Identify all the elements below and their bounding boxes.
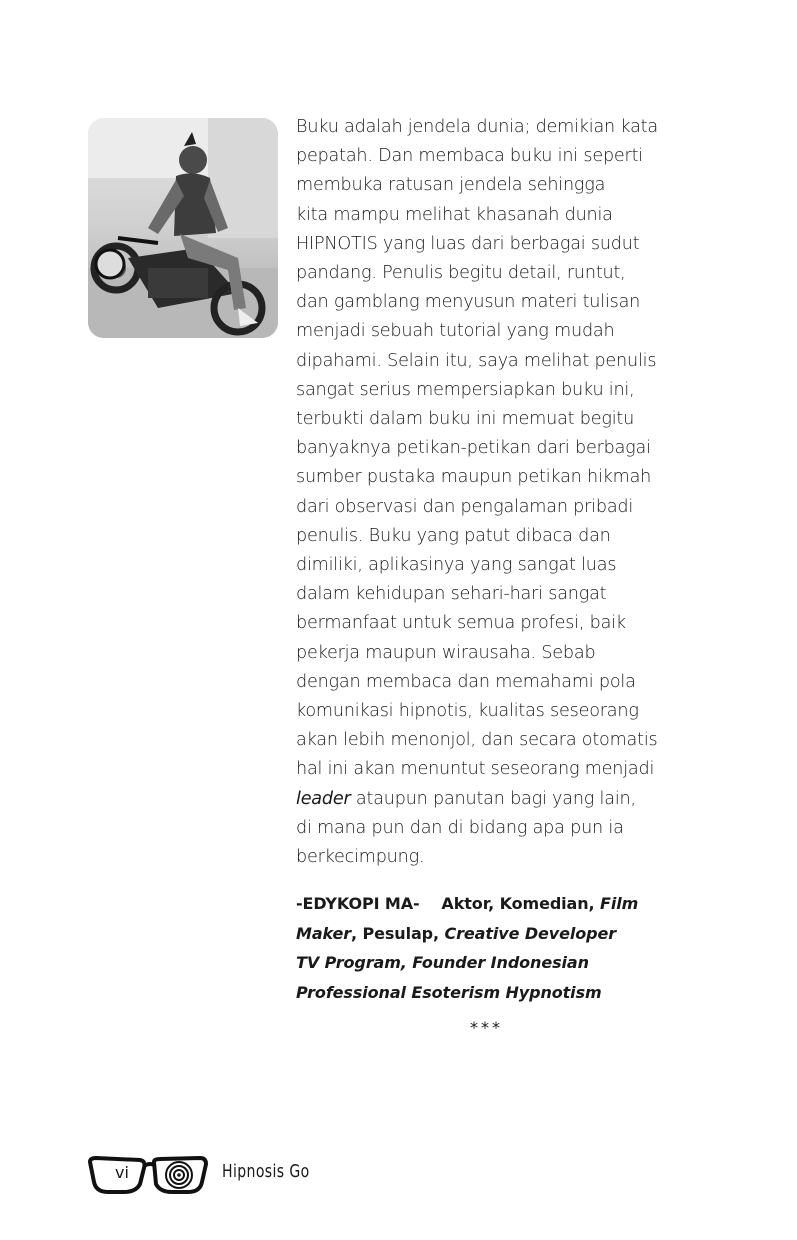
credit-italic: Creative Developer [444,923,617,943]
text-line: pekerja maupun wirausaha. Sebab [296,642,596,663]
man-on-motorcycle-photo [88,118,278,338]
endorsement-text [296,113,696,872]
text-line: dipahami. Selain itu, saya melihat penulis [296,350,657,371]
page-number: vi [115,1163,129,1182]
text-line: Buku adalah jendela dunia; demikian kata [296,117,658,137]
text-line: dari observasi dan pengalaman pribadi [296,496,634,517]
endorser-credit [296,889,696,1007]
text-line: terbukti dalam buku ini memuat begitu [296,409,635,430]
text-line: penulis. Buku yang patut dibaca dan [296,525,611,546]
text-line: sumber pustaka maupun petikan hikmah [296,467,652,488]
text-line: dimiliki, aplikasinya yang sangat luas [296,555,617,576]
credit-line: TV Program, Founder Indonesian [296,953,589,972]
text-line: banyaknya petikan-petikan dari berbagai [296,438,651,459]
text-line: berkecimpung. [296,847,425,868]
section-separator: *** [470,1018,503,1037]
text-line [296,785,696,814]
text-line: membuka ratusan jendela sehingga [296,175,606,196]
credit-line [296,889,696,919]
text-line: bermanfaat untuk semua profesi, baik [296,613,626,634]
author-photo [88,118,278,338]
text-line: HIPNOTIS yang luas dari berbagai sudut [296,233,640,254]
text-line: sangat serius mempersiapkan buku ini, [296,379,635,400]
credit-line: Professional Esoterism Hypnotism [296,982,602,1002]
text-line: dalam kehidupan sehari-hari sangat [296,584,607,605]
text-fragment: ataupun panutan bagi yang lain, [350,788,636,809]
text-line: akan lebih menonjol, dan secara otomatis [296,730,658,751]
credit-italic: Film [600,894,639,913]
text-line: pandang. Penulis begitu detail, runtut, [296,263,626,284]
text-line: dan gamblang menyusun materi tulisan [296,292,641,313]
text-line: menjadi sebuah tutorial yang mudah [296,321,615,342]
italic-word: leader [296,788,351,809]
text-line: hal ini akan menuntut seseorang menjadi [296,759,655,780]
text-line: kita mampu melihat khasanah dunia [296,204,613,225]
credit-fragment: , Pesulap, [351,923,445,943]
credit-name: -EDYKOPI MA- Aktor, Komedian, [296,894,600,913]
running-title: Hipnosis Go [222,1161,310,1182]
text-line: pepatah. Dan membaca buku ini seperti [296,146,643,167]
credit-line [296,919,696,949]
text-line: dengan membaca dan memahami pola [296,671,636,692]
text-line: di mana pun dan di bidang apa pun ia [296,817,624,838]
credit-italic: Maker [296,923,352,943]
text-line: komunikasi hipnotis, kualitas seseorang [296,701,639,722]
